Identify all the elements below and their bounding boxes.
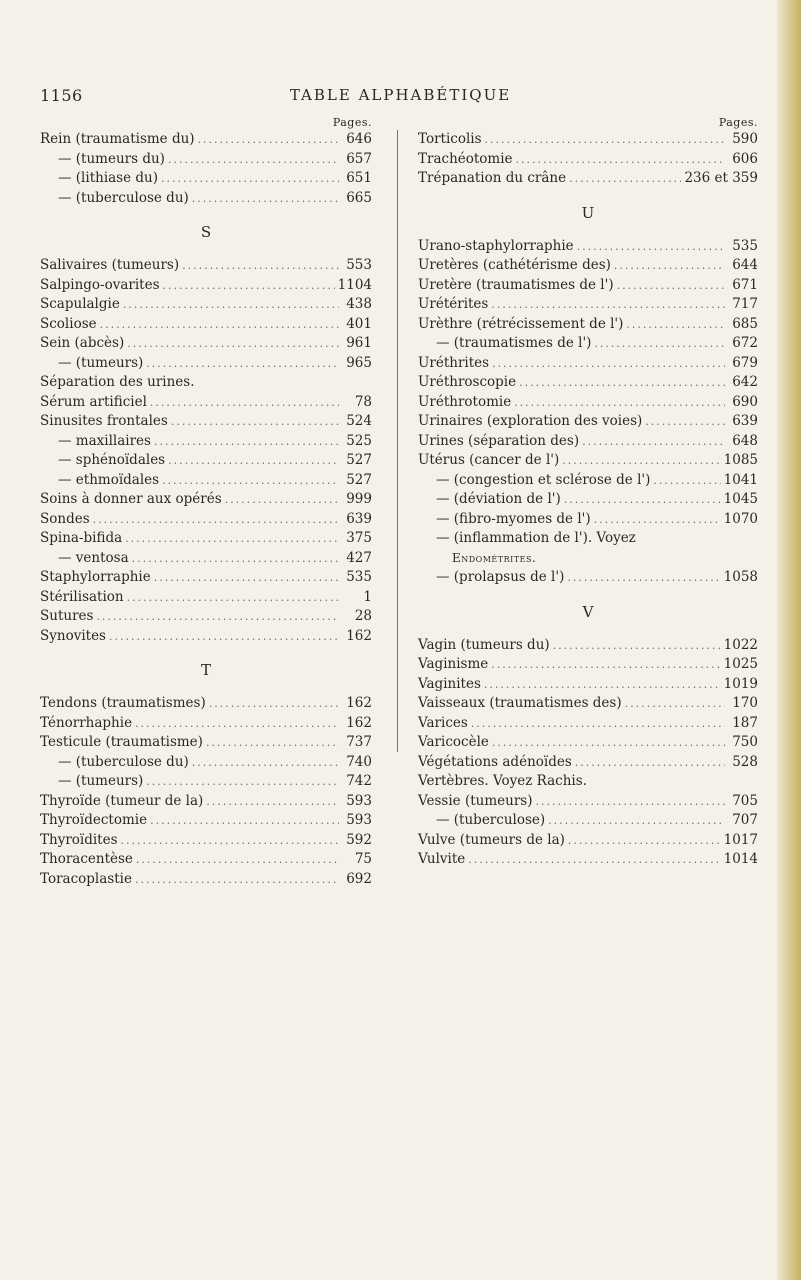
entry-label: Trépanation du crâne	[418, 170, 567, 186]
entry-label: Tendons (traumatismes)	[40, 695, 206, 711]
index-entry	[418, 237, 758, 257]
index-entry	[418, 772, 758, 792]
entry-label: Stérilisation	[40, 588, 124, 605]
entry-label: Salpingo-ovarites	[40, 276, 160, 293]
index-entry	[418, 714, 758, 734]
index-entry	[40, 256, 372, 276]
entry-label: — sphénoïdales	[58, 452, 166, 468]
index-entry	[40, 354, 372, 374]
index-entry	[40, 568, 372, 588]
entry-label: Scapulalgie	[40, 296, 120, 312]
entry-page: 737	[346, 734, 372, 750]
index-entry	[40, 510, 372, 530]
entry-label: Staphylorraphie	[40, 569, 151, 585]
index-entry	[418, 510, 758, 530]
entry-page: 236 et 359	[684, 170, 758, 186]
entry-page: 692	[346, 870, 372, 887]
entry-page: 375	[346, 530, 372, 546]
index-entry	[40, 811, 372, 831]
entry-label: Varices	[418, 714, 468, 731]
entry-page: 1070	[723, 510, 758, 527]
index-entry	[418, 733, 758, 753]
entry-page: 528	[732, 753, 758, 770]
entry-page: 671	[732, 276, 758, 293]
entry-label: Uréthrites	[418, 354, 490, 371]
index-entry	[40, 130, 372, 150]
entry-label: Sérum artificiel	[40, 393, 147, 410]
index-entry	[40, 831, 372, 851]
entry-label: Urétérites	[418, 296, 489, 312]
entry-label: Uretères (cathétérisme des)	[418, 257, 611, 273]
index-entry	[40, 529, 372, 549]
index-entry	[40, 315, 372, 335]
entry-label: Vessie (tumeurs)	[418, 792, 533, 809]
entry-label: Torticolis	[418, 131, 482, 147]
index-entry	[40, 549, 372, 569]
entry-label: — maxillaires	[58, 432, 151, 449]
entry-page: 170	[732, 695, 758, 711]
entry-label: Spina-bifida	[40, 530, 123, 546]
index-entry	[418, 130, 758, 150]
index-entry	[40, 490, 372, 510]
entry-page: 961	[346, 335, 372, 351]
entry-page: 527	[346, 471, 372, 488]
index-entry	[418, 412, 758, 432]
index-entry	[418, 850, 758, 870]
entry-page: 639	[732, 413, 758, 429]
entry-page: 553	[346, 257, 372, 273]
entry-label: Ténorrhaphie	[40, 714, 133, 731]
entry-label: Urines (séparation des)	[418, 432, 580, 449]
entry-page: 1019	[723, 675, 758, 692]
section-s-entries	[40, 256, 372, 646]
entry-label: Scoliose	[40, 315, 97, 332]
entry-page: 1	[363, 588, 372, 605]
entry-label: Thyroïde (tumeur de la)	[40, 792, 204, 809]
index-entry	[40, 189, 372, 209]
entry-label: Testicule (traumatisme)	[40, 734, 203, 750]
entry-page: 524	[346, 413, 372, 429]
entry-page: 606	[732, 150, 758, 167]
entry-label: — (traumatismes de l')	[436, 335, 592, 351]
entry-page: 644	[732, 257, 758, 273]
index-entry	[40, 870, 372, 890]
entry-label: — (inflammation de l'). Voyez	[436, 530, 636, 546]
section-t-entries	[40, 694, 372, 889]
index-entry	[40, 607, 372, 627]
page-header	[0, 86, 801, 110]
entry-label: — (tuberculose du)	[58, 189, 189, 206]
entry-label: Séparation des urines.	[40, 374, 195, 390]
entry-page: 1017	[723, 831, 758, 848]
entry-page: 690	[732, 393, 758, 410]
entry-page: 665	[346, 189, 372, 206]
entry-label: Vaginisme	[418, 656, 489, 672]
entry-page: 1085	[723, 452, 758, 468]
entry-page: 648	[732, 432, 758, 449]
index-entry	[418, 256, 758, 276]
index-entry	[418, 753, 758, 773]
entry-page: 639	[346, 510, 372, 527]
entry-label: Sutures	[40, 608, 94, 624]
entry-label: — (tumeurs)	[58, 354, 144, 371]
entry-label: Vaisseaux (traumatismes des)	[418, 695, 622, 711]
entry-page: 705	[732, 792, 758, 809]
entry-label: — (déviation de l')	[436, 491, 561, 507]
entry-page: 438	[346, 296, 372, 312]
entry-label: Urano-staphylorraphie	[418, 237, 574, 254]
entry-label: — (tuberculose du)	[58, 753, 189, 770]
index-entry	[40, 733, 372, 753]
index-entry	[418, 295, 758, 315]
index-entry	[40, 753, 372, 773]
index-entry	[418, 675, 758, 695]
index-entry	[418, 568, 758, 588]
entry-label: Rein (traumatisme du)	[40, 131, 195, 147]
index-entry	[418, 373, 758, 393]
entry-page: 646	[346, 131, 372, 147]
index-entry	[418, 792, 758, 812]
entry-label: — ethmoïdales	[58, 471, 160, 488]
entry-label: Uréthrotomie	[418, 393, 512, 410]
entry-page: 535	[346, 569, 372, 585]
entry-label: Thoracentèse	[40, 851, 133, 867]
entry-label: Soins à donner aux opérés	[40, 491, 222, 507]
index-entry	[418, 354, 758, 374]
entry-page: 1104	[337, 276, 372, 293]
entry-label: Thyroïdites	[40, 831, 118, 848]
index-entry	[418, 169, 758, 189]
index-entry	[418, 471, 758, 491]
entry-page: 965	[346, 354, 372, 371]
section-heading-s: S	[200, 223, 212, 241]
index-entry	[40, 627, 372, 647]
entry-label: Uréthroscopie	[418, 374, 517, 390]
entry-label: — (tuberculose)	[436, 812, 546, 828]
entry-page: 1022	[723, 636, 758, 653]
index-entry	[40, 169, 372, 189]
entry-label: — (congestion et sclérose de l')	[436, 471, 651, 488]
index-entry	[40, 276, 372, 296]
index-entry	[40, 295, 372, 315]
cross-reference: Endométrites.	[452, 550, 537, 565]
entry-label: — (lithiase du)	[58, 170, 158, 186]
entry-label: — (tumeurs du)	[58, 150, 165, 167]
section-heading-v: V	[582, 602, 594, 621]
index-entry	[40, 792, 372, 812]
page-edge	[777, 0, 801, 1280]
section-heading-t: T	[200, 661, 211, 679]
pages-label: Pages.	[332, 116, 372, 129]
entry-page: 999	[346, 491, 372, 507]
index-entry	[40, 451, 372, 471]
entry-page: 1045	[723, 491, 758, 507]
entry-label: — (prolapsus de l')	[436, 569, 565, 585]
entry-label: Uretère (traumatismes de l')	[418, 276, 614, 293]
index-entry	[418, 393, 758, 413]
entry-page: 187	[732, 714, 758, 731]
entry-page: 28	[354, 608, 372, 624]
entry-label: Vagin (tumeurs du)	[418, 636, 550, 653]
entry-page: 592	[346, 831, 372, 848]
entry-page: 78	[354, 393, 372, 410]
entry-label: Vaginites	[418, 675, 481, 692]
entry-page: 593	[346, 792, 372, 809]
entry-label: Varicocèle	[418, 734, 489, 750]
entry-label: Végétations adénoïdes	[418, 753, 572, 770]
entry-page: 401	[346, 315, 372, 332]
running-title: TABLE ALPHABÉTIQUE	[289, 86, 512, 104]
entry-page: 593	[346, 812, 372, 828]
entry-page: 590	[732, 131, 758, 147]
index-entry	[418, 150, 758, 170]
index-entry	[418, 276, 758, 296]
pages-label: Pages.	[718, 116, 758, 129]
entry-page: 1058	[723, 569, 758, 585]
left-column	[40, 116, 372, 889]
rein-entries	[40, 130, 372, 208]
entry-page: 657	[346, 150, 372, 167]
entry-page: 740	[346, 753, 372, 770]
entry-label: Utérus (cancer de l')	[418, 452, 560, 468]
index-entry	[418, 315, 758, 335]
index-entry	[40, 850, 372, 870]
entry-label: Sondes	[40, 510, 90, 527]
entry-page: 672	[732, 335, 758, 351]
section-u-entries	[418, 237, 758, 530]
section-heading-u: U	[581, 203, 595, 222]
entry-page: 651	[346, 170, 372, 186]
entry-label: — (tumeurs)	[58, 773, 144, 789]
entry-page: 679	[732, 354, 758, 371]
entry-page: 717	[732, 296, 758, 312]
index-entry	[40, 772, 372, 792]
index-entry	[418, 451, 758, 471]
top-right-entries	[418, 130, 758, 189]
entry-label: Thyroïdectomie	[40, 812, 148, 828]
index-entry	[40, 432, 372, 452]
entry-label: — (fibro-myomes de l')	[436, 510, 591, 527]
right-column	[418, 116, 758, 870]
entry-page: 642	[732, 374, 758, 390]
index-entry	[40, 373, 372, 393]
entry-label: Urèthre (rétrécissement de l')	[418, 315, 624, 332]
entry-page: 707	[732, 812, 758, 828]
entry-label: Salivaires (tumeurs)	[40, 257, 180, 273]
entry-page: 525	[346, 432, 372, 449]
index-entry	[418, 432, 758, 452]
index-entry	[418, 694, 758, 714]
entry-label: Vulve (tumeurs de la)	[418, 831, 565, 848]
index-entry	[418, 655, 758, 675]
entry-page: 427	[346, 549, 372, 566]
entry-page: 685	[732, 315, 758, 332]
entry-label: — ventosa	[58, 549, 129, 566]
entry-page: 535	[732, 237, 758, 254]
index-entry	[40, 588, 372, 608]
index-entry	[40, 150, 372, 170]
entry-continuation	[418, 549, 758, 569]
entry-page: 1025	[723, 656, 758, 672]
entry-page: 1014	[723, 851, 758, 867]
index-entry	[418, 811, 758, 831]
section-v-entries	[418, 636, 758, 870]
entry-page: 1041	[723, 471, 758, 488]
entry-label: Sein (abcès)	[40, 335, 125, 351]
entry-label: Vertèbres. Voyez Rachis.	[418, 773, 587, 789]
entry-label: Sinusites frontales	[40, 413, 168, 429]
entry-page: 75	[354, 851, 372, 867]
page-number: 1156	[40, 86, 83, 105]
entry-label: Urinaires (exploration des voies)	[418, 413, 643, 429]
entry-page: 750	[732, 734, 758, 750]
index-entry	[418, 636, 758, 656]
entry-label: Trachéotomie	[418, 150, 513, 167]
index-entry	[40, 393, 372, 413]
entry-page: 162	[346, 695, 372, 711]
index-entry	[40, 471, 372, 491]
column-divider	[397, 130, 398, 752]
index-entry	[40, 412, 372, 432]
index-entry	[418, 334, 758, 354]
index-entry	[418, 831, 758, 851]
entry-page: 162	[346, 627, 372, 644]
entry-page: 162	[346, 714, 372, 731]
index-entry-inflammation	[418, 529, 758, 549]
entry-label: Synovites	[40, 627, 106, 644]
entry-label: Vulvite	[418, 851, 466, 867]
entry-page: 527	[346, 452, 372, 468]
entry-page: 742	[346, 773, 372, 789]
index-entry	[40, 334, 372, 354]
index-entry	[40, 714, 372, 734]
entry-label: Toracoplastie	[40, 870, 132, 887]
index-entry	[40, 694, 372, 714]
index-entry	[418, 490, 758, 510]
